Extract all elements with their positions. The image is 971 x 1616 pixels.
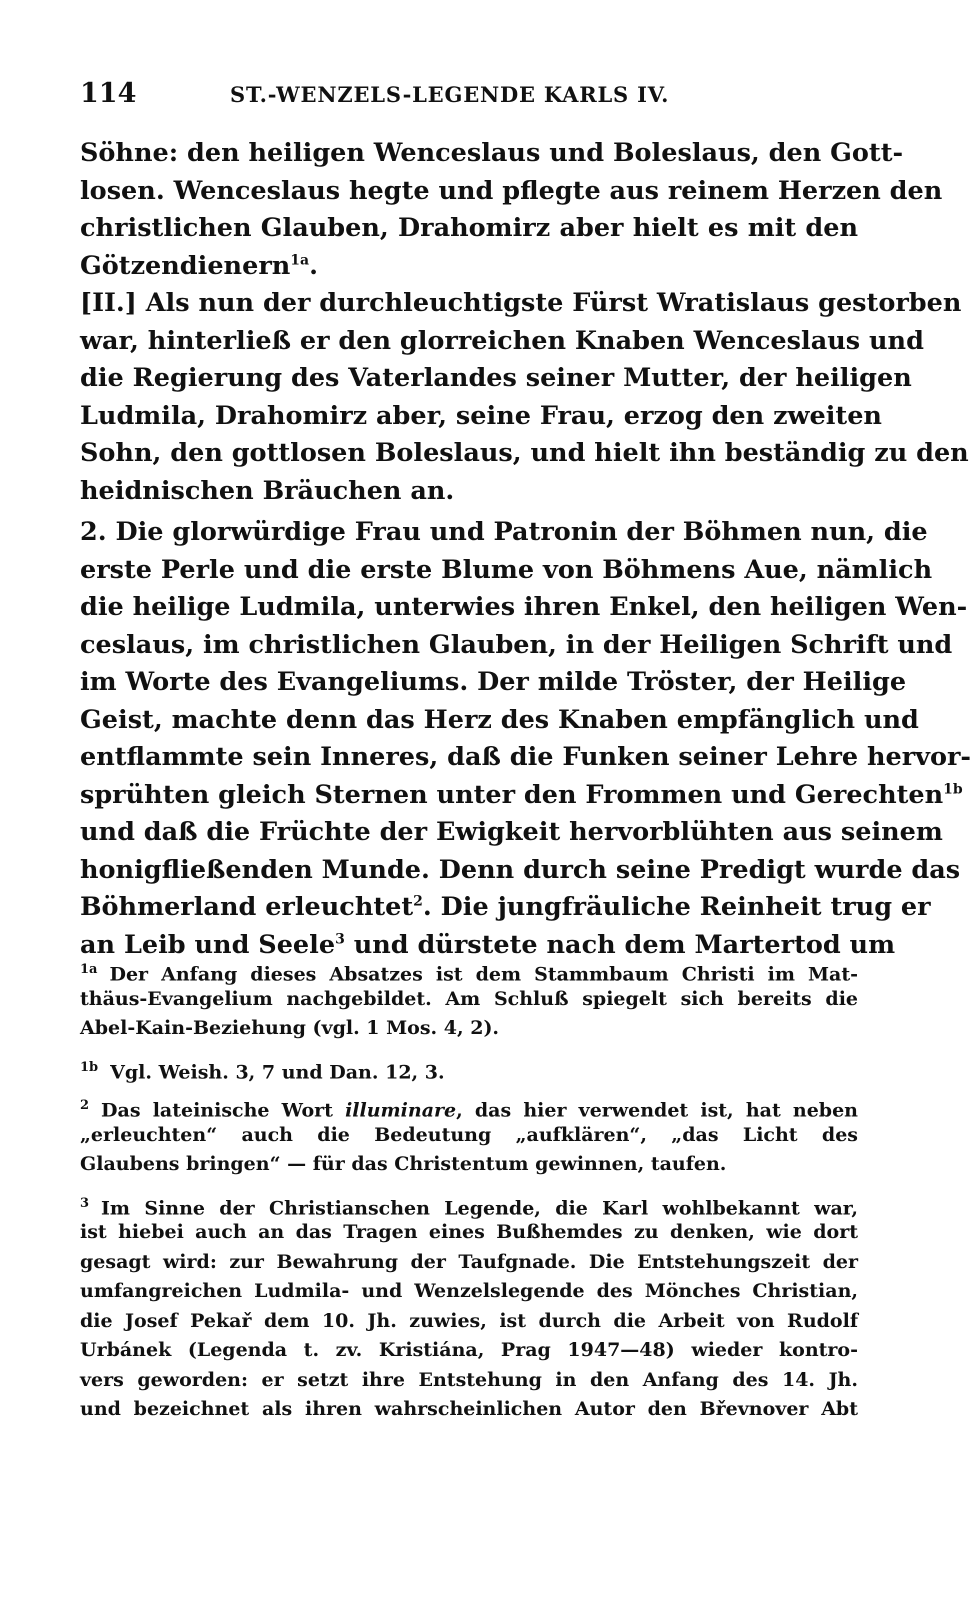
text-fragment: . (309, 250, 318, 281)
footnote-mark: 1a (80, 962, 98, 977)
footnote-line (80, 1053, 858, 1083)
text-line: christlichen Glauben, Drahomirz aber hielt es mit den (80, 213, 858, 243)
text-fragment: Der Anfang dieses Absatzes ist dem Stammbaum Christi im Mat- (109, 963, 858, 986)
text-line: heidnischen Bräuchen an. (80, 475, 455, 506)
footnote-ref-1b: 1b (943, 781, 963, 797)
footnote-mark: 2 (80, 1098, 90, 1113)
page-header (80, 78, 858, 118)
footnote-ref-2: 2 (413, 893, 423, 910)
footnote-gap (80, 1180, 858, 1189)
text-line: die heilige Ludmila, unterwies ihren Enkel, den heiligen Wen- (80, 592, 968, 622)
footnote-line: Urbánek (Legenda t. zv. Kristiána, Prag 1947—48) wieder kontro- (80, 1339, 858, 1361)
text-line (80, 248, 858, 286)
footnote-gap (80, 1044, 858, 1053)
footnote-line: Glaubens bringen“ — für das Christentum gewinnen, taufen. (80, 1153, 727, 1175)
text-line: 2. Die glorwürdige Frau und Patronin der Böhmen nun, die (80, 517, 928, 547)
footnote-line: die Josef Pekař dem 10. Jh. zuwies, ist durch die Arbeit von Rudolf (80, 1309, 858, 1332)
running-title: ST.-WENZELS-LEGENDE KARLS IV. (230, 82, 670, 107)
footnote-line: vers geworden: er setzt ihre Entstehung in den Anfang des 14. Jh. (80, 1368, 858, 1391)
text-line: entflammte sein Inneres, daß die Funken seiner Lehre hervor- (80, 742, 971, 772)
text-fragment: Im Sinne der Christianschen Legende, die Karl wohlbekannt war, (101, 1196, 858, 1219)
footnote-line (80, 1189, 858, 1219)
text-line: Ludmila, Drahomirz aber, seine Frau, erzog den zweiten (80, 400, 882, 431)
footnote-line: umfangreichen Ludmila- und Wenzelslegende des Mönches Christian, (80, 1280, 858, 1302)
text-line: und daß die Früchte der Ewigkeit hervorblühten aus seinem (80, 817, 943, 847)
text-line (80, 889, 931, 927)
text-fragment: Götzendienern (80, 250, 291, 281)
footnote-line (80, 1091, 858, 1121)
text-fragment: an Leib und Seele (80, 929, 336, 960)
footnote-line: thäus-Evangelium nachgebildet. Am Schluß spiegelt sich bereits die (80, 987, 858, 1010)
text-line: im Worte des Evangeliums. Der milde Tröster, der Heilige (80, 667, 907, 697)
text-line: losen. Wenceslaus hegte und pflegte aus reinem Herzen den (80, 175, 943, 206)
footnote-line: „erleuchten“ auch die Bedeutung „aufklären“, „das Licht des (80, 1123, 858, 1146)
footnote-ref-1a: 1a (290, 252, 310, 268)
footnotes (80, 955, 858, 1425)
text-line: honigfließenden Munde. Denn durch seine Predigt wurde das (80, 854, 961, 885)
main-text (80, 135, 971, 964)
text-line: Sohn, den gottlosen Boleslaus, und hielt ihn beständig zu den (80, 438, 969, 468)
text-line: ceslaus, im christlichen Glauben, in der Heiligen Schrift und (80, 629, 953, 660)
text-fragment: Vgl. Weish. 3, 7 und Dan. 12, 3. (110, 1060, 445, 1083)
footnote-line: gesagt wird: zur Bewahrung der Taufgnade. Die Entstehungszeit der (80, 1250, 858, 1273)
footnote-line: Abel-Kain-Beziehung (vgl. 1 Mos. 4, 2). (80, 1017, 500, 1039)
text-fragment: Das lateinische Wort (101, 1099, 346, 1122)
text-fragment: und dürstete nach dem Martertod um (344, 929, 896, 960)
text-line: erste Perle und die erste Blume von Böhmens Aue, nämlich (80, 554, 933, 585)
footnote-mark: 1b (80, 1059, 99, 1075)
footnote-gap (80, 1082, 858, 1091)
footnote-line (80, 955, 858, 985)
text-line: Söhne: den heiligen Wenceslaus und Boleslaus, den Gott- (80, 138, 904, 168)
text-fragment: sprühten gleich Sternen unter den Frommen und Gerechten (80, 779, 944, 810)
text-fragment: . Die jungfräuliche Reinheit trug er (422, 892, 931, 922)
text-line (80, 777, 963, 815)
text-line: [II.] Als nun der durchleuchtigste Fürst Wratislaus gestorben (80, 288, 962, 318)
footnote-line: und bezeichnet als ihren wahrscheinlichen Autor den Břevnover Abt (80, 1398, 858, 1420)
text-fragment: Böhmerland erleuchtet (80, 892, 414, 922)
footnote-line: ist hiebei auch an das Tragen eines Bußhemdes zu denken, wie dort (80, 1221, 858, 1243)
text-fragment: , das hier verwendet ist, hat neben (456, 1099, 858, 1122)
italic-term: illuminare (345, 1099, 457, 1122)
footnote-mark: 3 (80, 1195, 90, 1211)
text-line: die Regierung des Vaterlandes seiner Mutter, der heiligen (80, 363, 912, 393)
footnote-ref-3: 3 (335, 931, 345, 947)
text-line: Geist, machte denn das Herz des Knaben empfänglich und (80, 704, 919, 735)
page-number: 114 (80, 78, 137, 109)
text-line: war, hinterließ er den glorreichen Knaben Wenceslaus und (80, 325, 924, 356)
